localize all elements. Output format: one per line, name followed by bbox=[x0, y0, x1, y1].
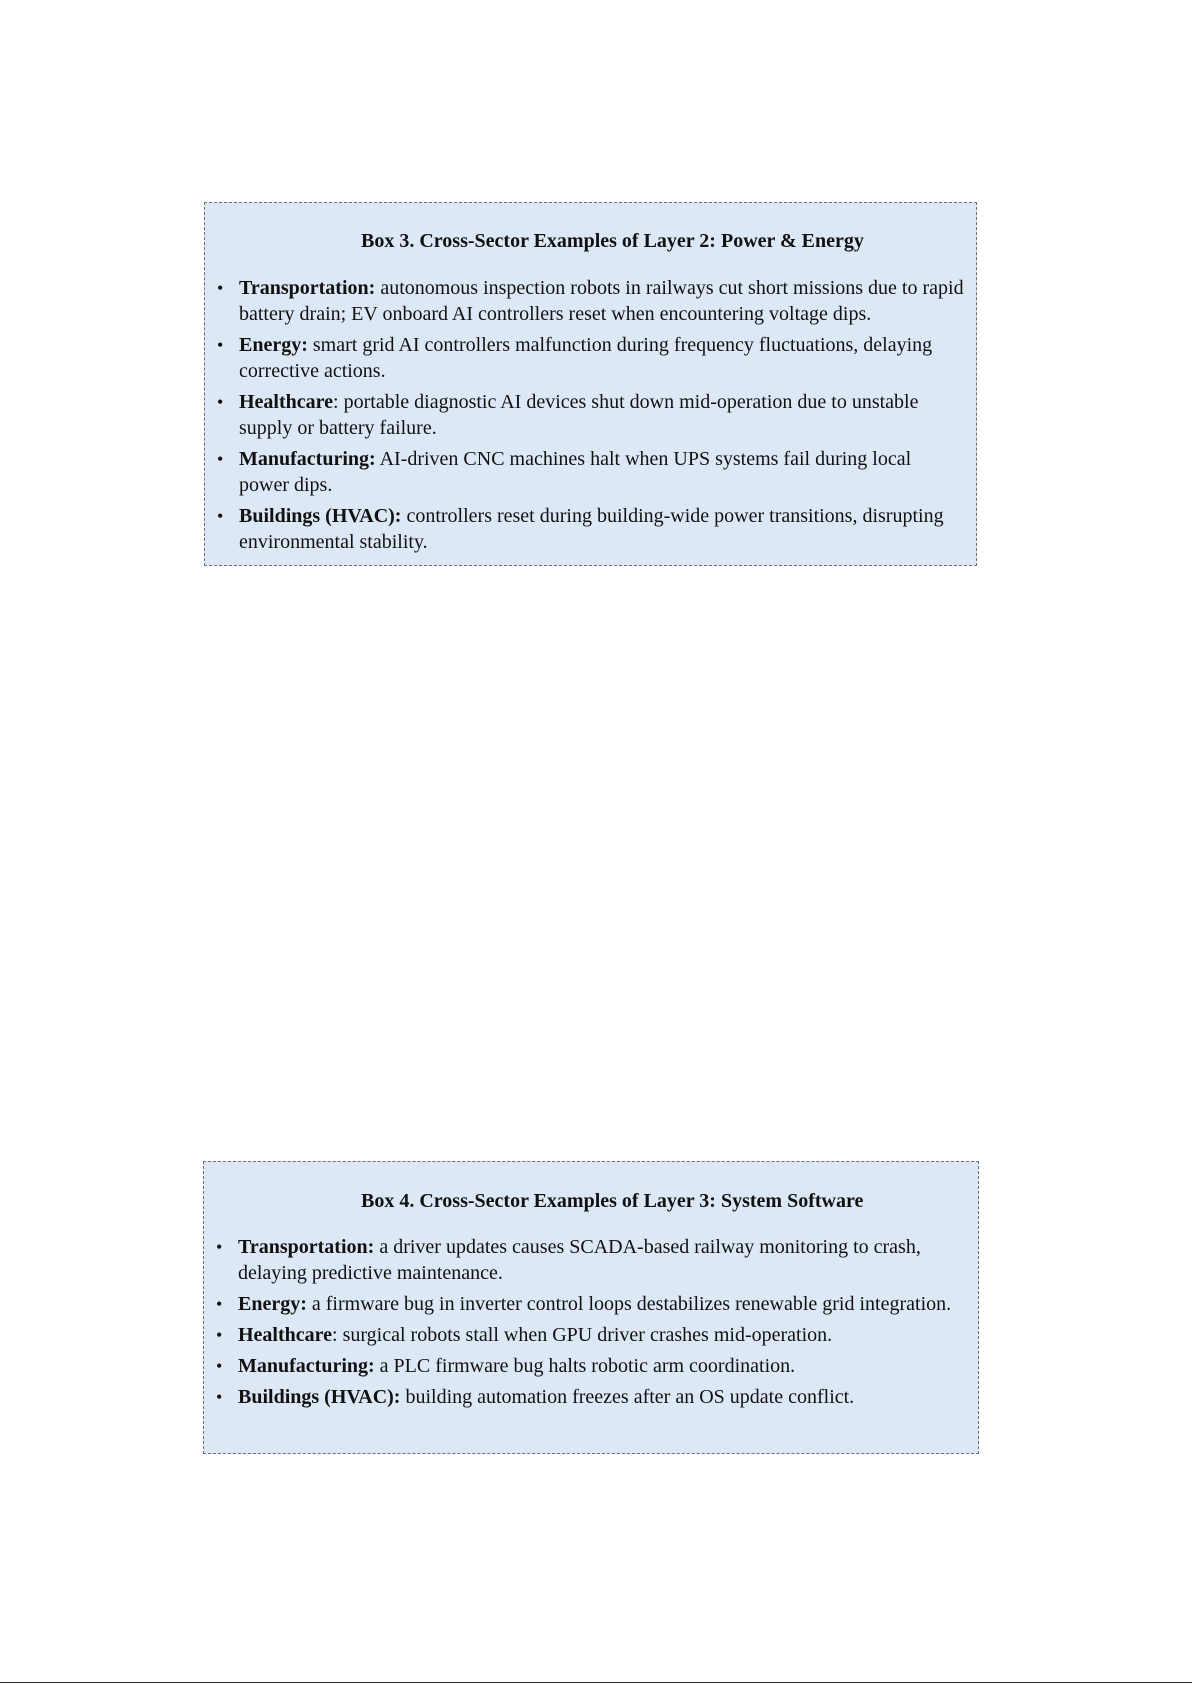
bullet-icon: • bbox=[217, 449, 224, 469]
bullet-icon: • bbox=[216, 1387, 223, 1407]
sector-label: Manufacturing: bbox=[238, 1355, 375, 1377]
item-text: building automation freezes after an OS update conflict. bbox=[400, 1386, 855, 1408]
list-item bbox=[213, 503, 966, 555]
box-3-title: Box 3. Cross-Sector Examples of Layer 2: Power & Energy bbox=[361, 230, 864, 252]
item-text: smart grid AI controllers malfunction during frequency fluctuations, delaying corrective actions. bbox=[239, 334, 933, 382]
list-item bbox=[213, 332, 966, 384]
page-bottom-rule bbox=[0, 1682, 1192, 1683]
box-3-power-energy bbox=[204, 202, 977, 566]
item-text: autonomous inspection robots in railways cut short missions due to rapid battery drain; EV onboard AI controllers reset when encountering voltage dips. bbox=[239, 277, 964, 325]
bullet-icon: • bbox=[217, 278, 224, 298]
item-text: a firmware bug in inverter control loops destabilizes renewable grid integration. bbox=[306, 1293, 952, 1315]
box-4-list bbox=[212, 1234, 968, 1415]
list-item bbox=[212, 1384, 968, 1410]
sector-label: Healthcare bbox=[239, 391, 334, 413]
sector-label: Transportation: bbox=[238, 1236, 375, 1258]
bullet-icon: • bbox=[216, 1356, 223, 1376]
sector-label: Buildings (HVAC): bbox=[238, 1386, 401, 1408]
item-text: a PLC firmware bug halts robotic arm coordination. bbox=[374, 1355, 796, 1377]
bullet-icon: • bbox=[216, 1294, 223, 1314]
bullet-icon: • bbox=[217, 335, 224, 355]
box-4-title: Box 4. Cross-Sector Examples of Layer 3: System Software bbox=[361, 1190, 864, 1212]
bullet-icon: • bbox=[216, 1325, 223, 1345]
item-text: : portable diagnostic AI devices shut down mid-operation due to unstable supply or battery failure. bbox=[239, 391, 919, 439]
bullet-icon: • bbox=[217, 392, 224, 412]
list-item bbox=[213, 275, 966, 327]
item-text: AI-driven CNC machines halt when UPS systems fail during local power dips. bbox=[239, 448, 912, 496]
item-text: a driver updates causes SCADA-based railway monitoring to crash, delaying predictive maintenance. bbox=[238, 1236, 921, 1284]
list-item bbox=[213, 446, 966, 498]
item-text: : surgical robots stall when GPU driver crashes mid-operation. bbox=[332, 1324, 833, 1346]
list-item bbox=[212, 1291, 968, 1317]
sector-label: Energy: bbox=[239, 334, 308, 356]
list-item bbox=[212, 1234, 968, 1286]
box-4-system-software bbox=[203, 1161, 979, 1454]
item-text: controllers reset during building-wide power transitions, disrupting environmental stability. bbox=[239, 505, 944, 553]
sector-label: Buildings (HVAC): bbox=[239, 505, 402, 527]
list-item bbox=[213, 389, 966, 441]
sector-label: Transportation: bbox=[239, 277, 376, 299]
box-3-list bbox=[213, 275, 966, 560]
bullet-icon: • bbox=[217, 506, 224, 526]
list-item bbox=[212, 1322, 968, 1348]
bullet-icon: • bbox=[216, 1237, 223, 1257]
sector-label: Energy: bbox=[238, 1293, 307, 1315]
list-item bbox=[212, 1353, 968, 1379]
sector-label: Manufacturing: bbox=[239, 448, 376, 470]
sector-label: Healthcare bbox=[238, 1324, 333, 1346]
